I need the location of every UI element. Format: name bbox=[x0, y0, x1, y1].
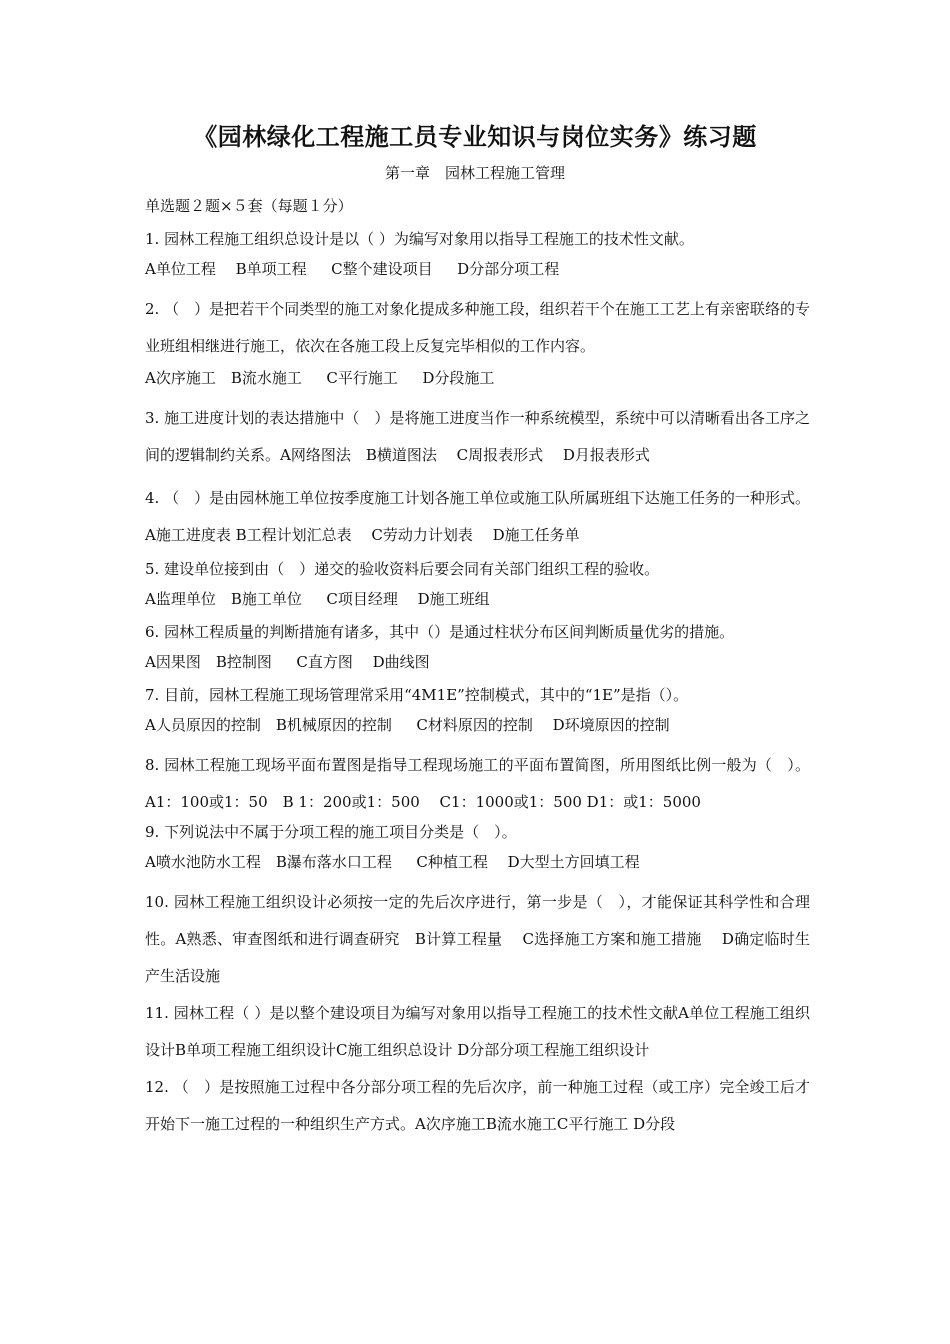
question-options: A单位工程 B单项工程 C整个建设项目 D分部分项工程 bbox=[145, 260, 560, 278]
question-text: 8. 园林工程施工现场平面布置图是指导工程现场施工的平面布置简图，所用图纸比例一般为（ ）。A1：100或1：50 B 1：200或1：500 C1：1000或1：500 D1：或1：5000 bbox=[145, 756, 810, 811]
question-options: A因果图 B控制图 C直方图 D曲线图 bbox=[145, 653, 430, 671]
question-item bbox=[145, 558, 810, 610]
question-text: 5. 建设单位接到由（ ）递交的验收资料后要会同有关部门组织工程的验收。 bbox=[145, 560, 660, 578]
question-item bbox=[145, 995, 810, 1069]
question-text: 10. 园林工程施工组织设计必须按一定的先后次序进行，第一步是（ ），才能保证其科学性和合理性。A熟悉、审查图纸和进行调查研究 B计算工程量 C选择施工方案和施工措施 D确定临时生产生活设施 bbox=[145, 893, 810, 985]
question-text: 11. 园林工程（ ）是以整个建设项目为编写对象用以指导工程施工的技术性文献A单位工程施工组织设计B单项工程施工组织设计C施工组织总设计 D分部分项工程施工组织设计 bbox=[145, 1004, 810, 1059]
question-text: 6. 园林工程质量的判断措施有诸多，其中（）是通过柱状分布区间判断质量优劣的措施。 bbox=[145, 623, 735, 641]
question-text: 12. （ ）是按照施工过程中各分部分项工程的先后次序，前一种施工过程（或工序）完全竣工后才开始下一施工过程的一种组织生产方式。A次序施工B流水施工C平行施工 D分段 bbox=[145, 1078, 810, 1133]
chapter-heading: 第一章 园林工程施工管理 bbox=[384, 164, 565, 182]
question-options: A次序施工 B流水施工 C平行施工 D分段施工 bbox=[145, 369, 495, 387]
question-item bbox=[145, 621, 810, 673]
question-text: 9. 下列说法中不属于分项工程的施工项目分类是（ ）。 bbox=[145, 823, 517, 841]
question-text: 1. 园林工程施工组织总设计是以（ ）为编写对象用以指导工程施工的技术性文献。 bbox=[145, 230, 694, 248]
question-list bbox=[145, 195, 810, 1143]
question-item bbox=[145, 684, 810, 736]
question-item bbox=[145, 228, 810, 280]
question-item bbox=[145, 884, 810, 995]
question-item bbox=[145, 747, 810, 821]
question-text: 3. 施工进度计划的表达措施中（ ）是将施工进度当作一种系统模型，系统中可以清晰看出各工序之间的逻辑制约关系。A网络图法 B横道图法 C周报表形式 D月报表形式 bbox=[145, 409, 810, 464]
question-item bbox=[145, 480, 810, 554]
question-options: A人员原因的控制 B机械原因的控制 C材料原因的控制 D环境原因的控制 bbox=[145, 716, 670, 734]
question-options: A喷水池防水工程 B瀑布落水口工程 C种植工程 D大型土方回填工程 bbox=[145, 853, 640, 871]
question-text: 2. （ ）是把若干个同类型的施工对象化提成多种施工段，组织若干个在施工工艺上有亲密联络的专业班组相继进行施工，依次在各施工段上反复完毕相似的工作内容。 bbox=[145, 300, 810, 355]
question-options: A监理单位 B施工单位 C项目经理 D施工班组 bbox=[145, 590, 490, 608]
question-text: 7. 目前，园林工程施工现场管理常采用“4M1E”控制模式，其中的“1E”是指（）。 bbox=[145, 686, 689, 704]
question-text: 4. （ ）是由园林施工单位按季度施工计划各施工单位或施工队所属班组下达施工任务的一种形式。A施工进度表 B工程计划汇总表 C劳动力计划表 D施工任务单 bbox=[145, 489, 810, 544]
question-item bbox=[145, 400, 810, 474]
question-item bbox=[145, 821, 810, 873]
section-intro: 单选题２题×５套（每题１分） bbox=[145, 197, 353, 215]
question-item bbox=[145, 1069, 810, 1143]
document-title: 《园林绿化工程施工员专业知识与岗位实务》练习题 bbox=[193, 122, 757, 151]
question-item bbox=[145, 291, 810, 389]
